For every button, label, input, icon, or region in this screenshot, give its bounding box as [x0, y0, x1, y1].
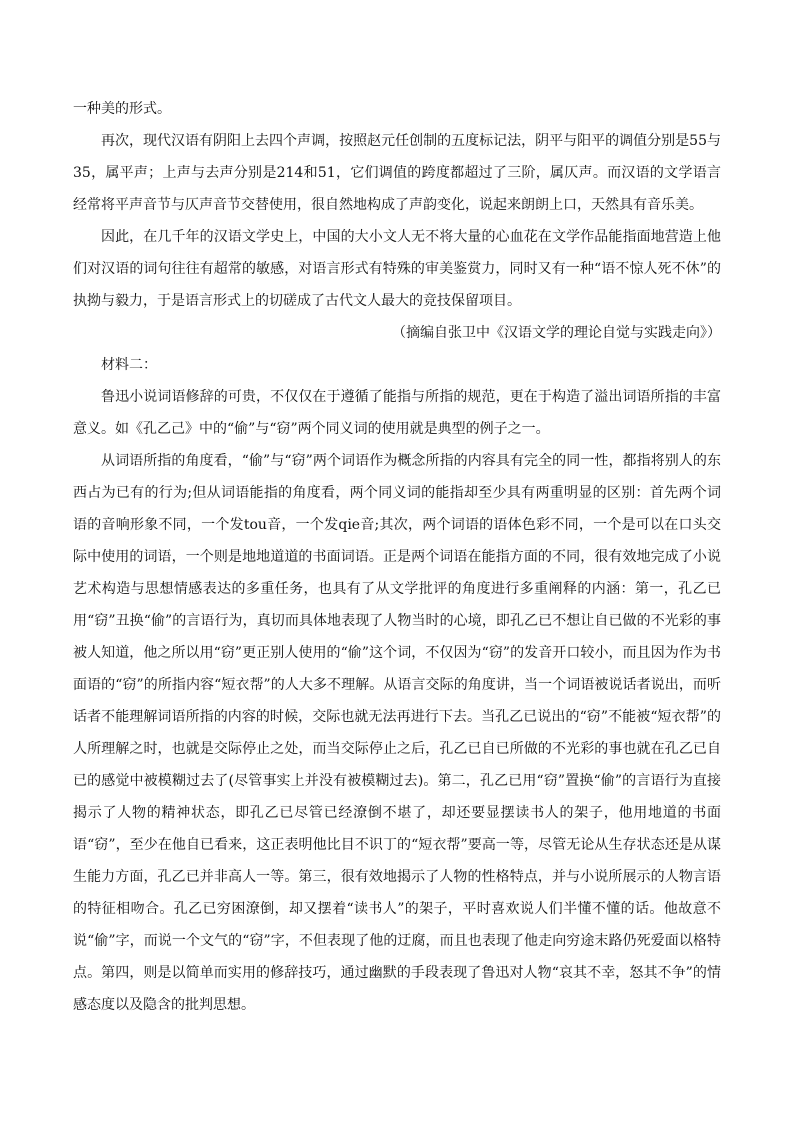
source-citation: （摘编自张卫中《汉语文学的理论自觉与实践走向》） [392, 325, 721, 341]
section-heading-material-two: 材料二： [101, 357, 157, 373]
paragraph-intro-fragment: 一种美的形式。 [73, 101, 171, 117]
paragraph-conclusion: 因此，在几千年的汉语文学史上，中国的大小文人无不将大量的心血花在文学作品能指面地营造上他们对汉语的词句往往有超常的敏感，对语言形式有特殊的审美鉴赏力，同时又有一种“语不惊人死不休”的执拗与毅力，于是语言形式上的切磋成了古代文人最大的竞技保留项目。 [73, 229, 721, 309]
paragraph-tou-qie-analysis: 从词语所指的角度看，“偷”与“窃”两个词语作为概念所指的内容具有完全的同一性，都指将别人的东西占为已有的行为;但从词语能指的角度看，两个同义词的能指却至少具有两重明显的区别：首先两个词语的音响形象不同，一个发tou音，一个发qie音;其次，两个词语的语体色彩不同，一个是可以在口头交际中使用的词语，一个则是地地道道的书面词语。正是两个词语在能指方面的不同，很有效地完成了小说艺术构造与思想情感表达的多重任务，也具有了从文学批评的角度进行多重阐释的内涵：第一，孔乙已用“窃”丑换“偷”的言语行为，真切而具体地表现了人物当时的心境，即孔乙已不想让自已做的不光彩的事被人知道，他之所以用“窃”更正别人使用的“偷”这个词，不仅因为“窃”的发音开口较小，而且因为作为书面语的“窃”的所指内容“短衣帮”的人大多不理解。从语言交际的角度讲，当一个词语被说话者说出，而听话者不能理解词语所指的内容的时候，交际也就无法再进行下去。当孔乙已说出的“窃”不能被“短衣帮”的人所理解之时，也就是交际停止之处，而当交际停止之后，孔乙已自已所做的不光彩的事也就在孔乙已自已的感觉中被模糊过去了(尽管事实上并没有被模糊过去)。第二，孔乙已用“窃”置换“偷”的言语行为直接揭示了人物的精神状态，即孔乙已尽管已经潦倒不堪了，却还要显摆读书人的架子，他用地道的书面语“窃”，至少在他自已看来，这正表明他比目不识丁的“短衣帮”要高一等，尽管无论从生存状态还是从谋生能力方面，孔乙已并非高人一等。第三，很有效地揭示了人物的性格特点，并与小说所展示的人物言语的特征相吻合。孔乙已穷困潦倒，却又摆着“读书人”的架子，平时喜欢说人们半懂不懂的话。他故意不说“偷”字，而说一个文气的“窃”字，不但表现了他的迂腐，而且也表现了他走向穷途末路仍死爱面以格特点。第四，则是以简单而实用的修辞技巧，通过幽默的手段表现了鲁迅对人物“哀其不幸，怒其不争”的情感态度以及隐含的批判思想。 [73, 453, 721, 1013]
paragraph-tones: 再次，现代汉语有阴阳上去四个声调，按照赵元任创制的五度标记法，阴平与阳平的调值分别是55与35，属平声；上声与去声分别是214和51，它们调值的跨度都超过了三阶，属仄声。而汉语的文学语言经常将平声音节与仄声音节交替使用，很自然地构成了声韵变化，说起来朗朗上口，天然具有音乐美。 [73, 133, 721, 213]
paragraph-luxun-rhetoric: 鲁迅小说词语修辞的可贵，不仅仅在于遵循了能指与所指的规范，更在于构造了溢出词语所指的丰富意义。如《孔乙己》中的“偷”与“窃”两个同义词的使用就是典型的例子之一。 [73, 389, 721, 437]
